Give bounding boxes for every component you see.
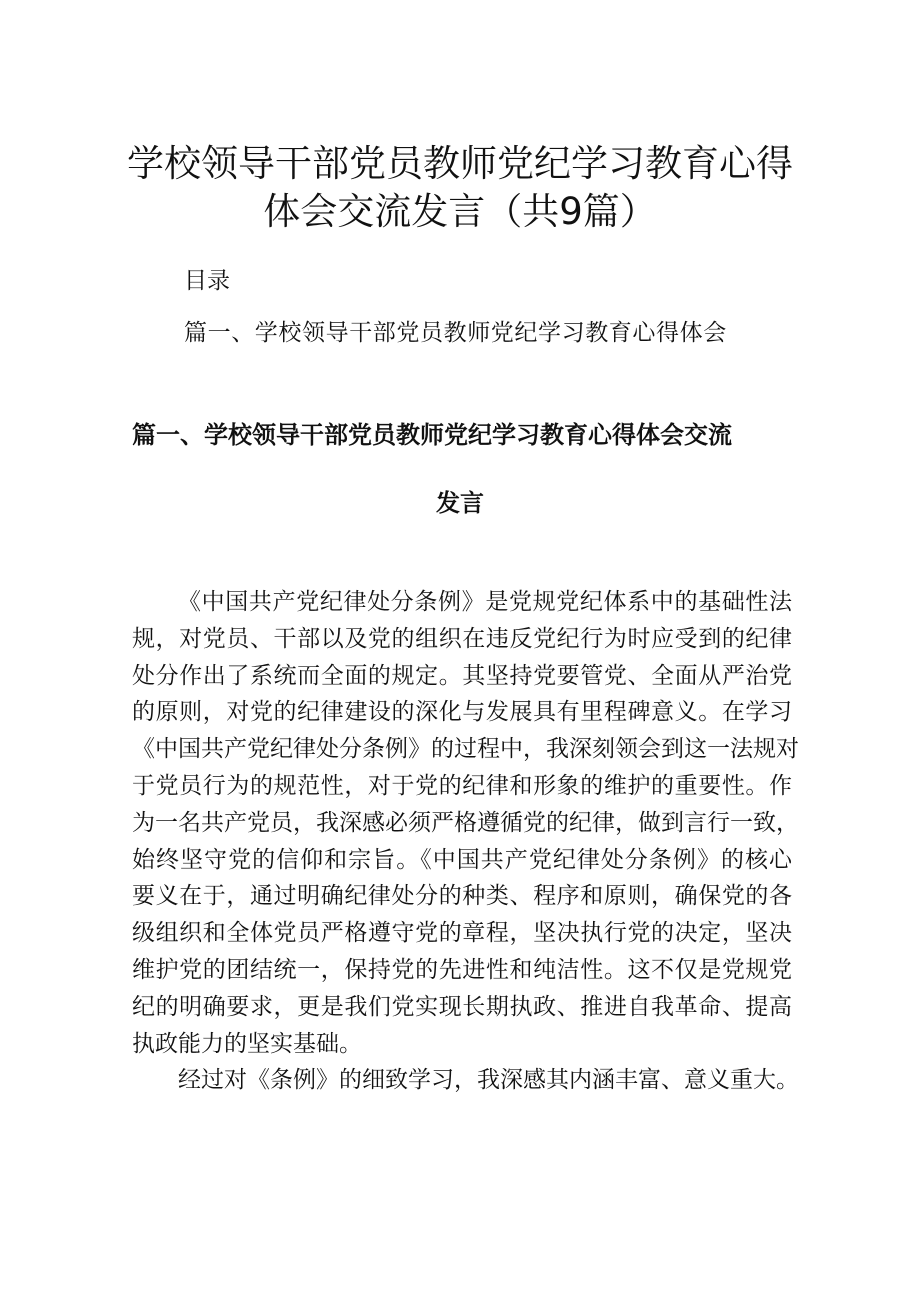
paragraph-line: 纪的明确要求，更是我们党实现长期执政、推进自我革命、提高	[132, 993, 792, 1020]
paragraph-line: 规，对党员、干部以及党的组织在违反党纪行为时应受到的纪律	[132, 625, 792, 652]
section-heading: 篇一、学校领导干部党员教师党纪学习教育心得体会交流	[132, 420, 732, 449]
paragraph-line: 于党员行为的规范性，对于党的纪律和形象的维护的重要性。作	[132, 772, 792, 799]
toc-entry-1[interactable]: 篇一、学校领导干部党员教师党纪学习教育心得体会	[184, 320, 727, 346]
document-title	[120, 140, 800, 236]
paragraph-1	[132, 584, 799, 1062]
paragraph-line: 处分作出了系统而全面的规定。其坚持党要管党、全面从严治党	[132, 662, 792, 689]
paragraph-line: 维护党的团结统一，保持党的先进性和纯洁性。这不仅是党规党	[132, 956, 792, 983]
paragraph-line: 要义在于，通过明确纪律处分的种类、程序和原则，确保党的各	[132, 883, 792, 910]
section-heading-continued: 发言	[436, 488, 484, 517]
paragraph-line: 经过对《条例》的细致学习，我深感其内涵丰富、意义重大。	[178, 1067, 799, 1094]
paragraph-2	[132, 1062, 799, 1099]
paragraph-line: 《中国共产党纪律处分条例》是党规党纪体系中的基础性法	[178, 589, 792, 615]
document-title-line-2: 体会交流发言（共9篇）	[263, 190, 657, 233]
paragraph-line: 《中国共产党纪律处分条例》的过程中，我深刻领会到这一法规对	[132, 736, 799, 763]
toc-heading: 目录	[184, 268, 230, 294]
section-body	[132, 584, 799, 1099]
document-title-line-1: 学校领导干部党员教师党纪学习教育心得	[127, 142, 793, 185]
paragraph-line: 级组织和全体党员严格遵守党的章程，坚决执行党的决定，坚决	[132, 920, 792, 947]
paragraph-line: 为一名共产党员，我深感必须严格遵循党的纪律，做到言行一致，	[132, 809, 799, 836]
paragraph-line: 的原则，对党的纪律建设的深化与发展具有里程碑意义。在学习	[132, 699, 792, 726]
paragraph-line: 执政能力的坚实基础。	[132, 1030, 362, 1057]
paragraph-line: 始终坚守党的信仰和宗旨。《中国共产党纪律处分条例》的核心	[132, 846, 792, 873]
